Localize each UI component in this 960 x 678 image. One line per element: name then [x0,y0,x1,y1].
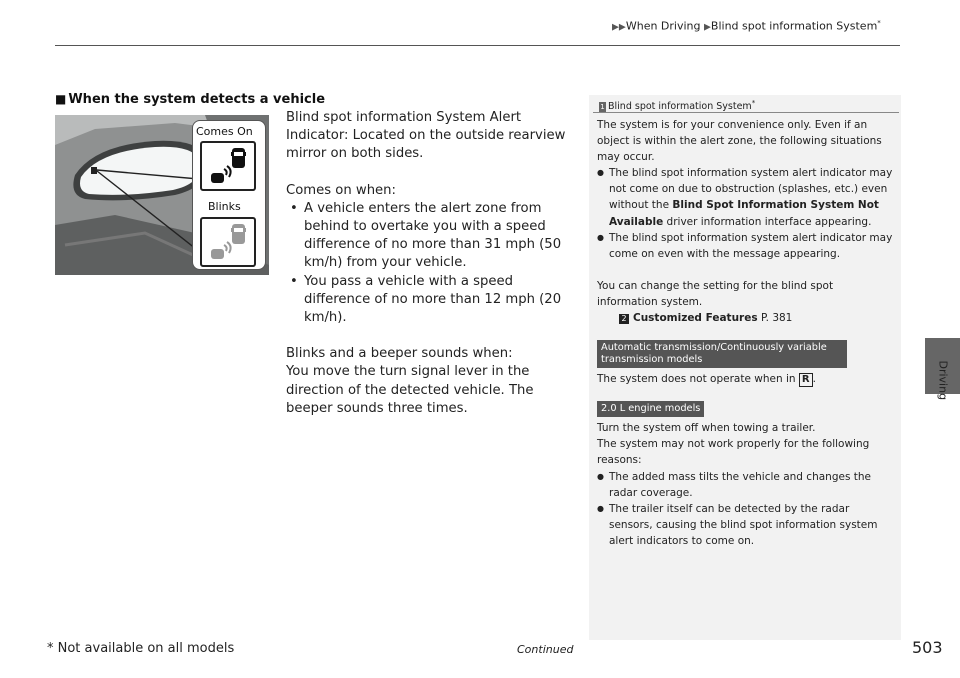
blind-spot-solid-icon [202,143,254,189]
blind-spot-blinking-icon [202,219,254,265]
sidebar-paragraph: You can change the setting for the blind spot information system. [597,279,834,308]
section-heading-text: When the system detects a vehicle [68,92,326,107]
blinks-heading: Blinks and a beeper sounds when: [286,346,513,362]
mirror-indicator-figure [55,115,269,275]
cross-reference-icon: 2 [619,314,629,324]
message-name: Blind Spot Information System Not Available [609,199,879,228]
cross-reference-page[interactable]: P. 381 [760,312,793,325]
model-tag: 2.0 L engine models [597,401,704,417]
section-heading [55,92,325,107]
breadcrumb-item-blind-spot[interactable]: Blind spot information System [710,19,878,33]
header-divider [55,45,900,46]
notes-sidebar [589,95,901,640]
cross-reference-link[interactable] [597,310,893,326]
blinks-label: Blinks [208,200,241,213]
sidebar-title [599,99,755,112]
asterisk-mark: * [751,99,756,107]
sidebar-paragraph: The system may not work properly for the following reasons: [597,438,870,467]
blinks-indicator [200,217,256,267]
blinks-text: You move the turn signal lever in the direction of the detected vehicle. The beeper sounds three times. [286,364,534,416]
comes-on-label: Comes On [196,125,253,138]
list-item: ● The blind spot information system alert indicator may come on even with the message appearing. [597,230,893,262]
asterisk-mark: * [877,19,881,27]
model-tag: Automatic transmission/Continuously variable transmission models [597,340,847,368]
breadcrumb-item-when-driving[interactable]: When Driving [625,19,701,33]
list-item: • A vehicle enters the alert zone from behind to overtake you with a speed difference of no more than 31 mph (50 km/h) from your vehicle. [286,200,576,273]
note-number-badge: 1 [600,103,605,112]
comes-on-heading: Comes on when: [286,182,396,198]
footnote: * Not available on all models [47,641,235,656]
sidebar-paragraph: The system is for your convenience only. Even if an object is within the alert zone, the following situations may occur. [597,119,882,164]
sidebar-title-text: Blind spot information System [608,101,752,113]
breadcrumb-arrow-icon: ▶▶ [612,22,626,33]
sidebar-divider [593,112,899,113]
sidebar-paragraph: Turn the system off when towing a trailer. [597,422,816,435]
breadcrumb [612,19,881,33]
list-item: ● The trailer itself can be detected by the radar sensors, causing the blind spot information system alert indicators to come on. [597,501,893,549]
comes-on-indicator [200,141,256,191]
sidebar-body [597,117,893,549]
breadcrumb-arrow-icon: ▶ [704,22,711,33]
square-bullet-icon: ■ [55,92,67,106]
list-item: ● The blind spot information system alert indicator may not come on due to obstruction (splashes, etc.) even without the Blind Spot Information System Not Available driver information interface appearing. [597,165,893,229]
continued-label: Continued [517,643,574,656]
indicator-intro: Blind spot information System Alert Indicator: Located on the outside rearview mirror on both sides. [286,110,566,162]
list-item: ● The added mass tilts the vehicle and changes the radar coverage. [597,469,893,501]
chapter-tab-label: Driving [936,360,950,401]
section-body [286,109,576,418]
page-number: 503 [912,638,943,657]
list-item: • You pass a vehicle with a speed difference of no more than 12 mph (20 km/h). [286,273,576,328]
gear-r-key: R [799,373,813,387]
cross-reference-label[interactable]: Customized Features [633,312,758,325]
sidebar-paragraph: The system does not operate when in R . [597,373,816,386]
